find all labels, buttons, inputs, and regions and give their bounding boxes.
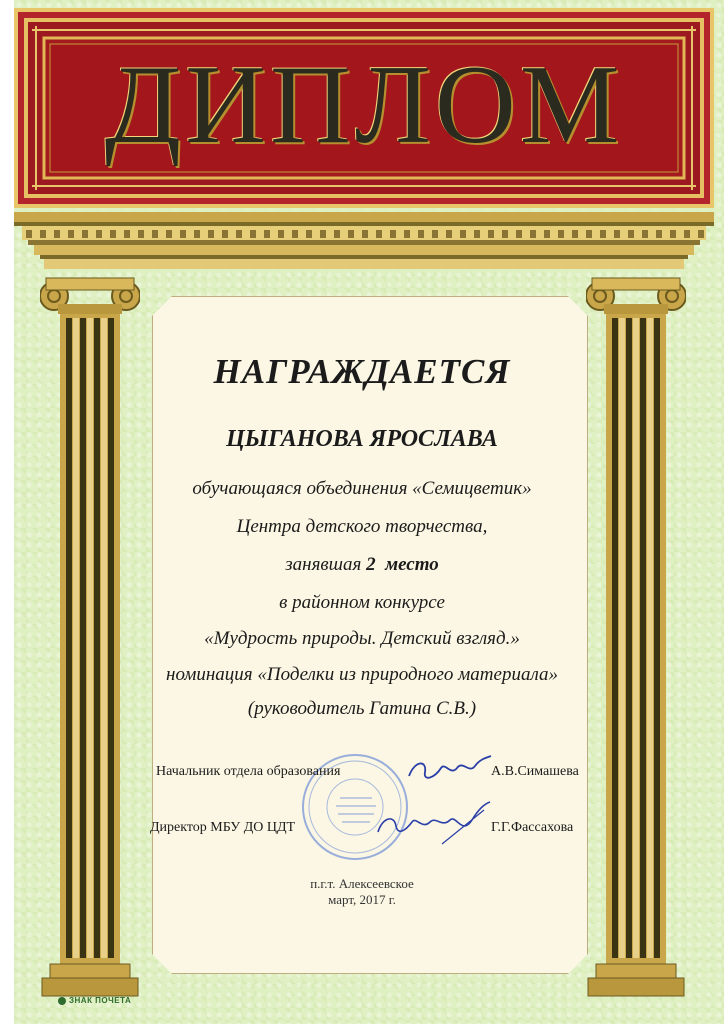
entablature-decoration bbox=[14, 212, 714, 272]
signatory-1-name: А.В.Симашева bbox=[491, 764, 579, 779]
contest-intro-line: в районном конкурсе bbox=[279, 592, 445, 613]
signatory-2-position: Директор МБУ ДО ЦДТ bbox=[150, 820, 296, 835]
association-line: обучающаяся объединения «Семицветик» bbox=[192, 478, 532, 499]
publisher-logo-icon bbox=[58, 997, 66, 1005]
place-word: место bbox=[385, 554, 439, 575]
issue-place: п.г.т. Алексеевское bbox=[310, 876, 414, 891]
signature-2 bbox=[372, 800, 492, 850]
signatory-1-position: Начальник отдела образования bbox=[156, 764, 341, 779]
awarded-heading: НАГРАЖДАЕТСЯ bbox=[213, 352, 511, 391]
supervisor-line: (руководитель Гатина С.В.) bbox=[247, 698, 477, 719]
publisher-label: ЗНАК ПОЧЕТА bbox=[69, 996, 132, 1005]
recipient-name: ЦЫГАНОВА ЯРОСЛАВА bbox=[226, 426, 498, 452]
place-prefix: занявшая bbox=[285, 554, 367, 575]
signatory-2-name: Г.Г.Фассахова bbox=[491, 820, 574, 835]
place-line bbox=[0, 554, 724, 576]
publisher-mark bbox=[58, 996, 131, 1005]
diploma-title: ДИПЛОМ bbox=[104, 43, 624, 167]
contest-name: «Мудрость природы. Детский взгляд.» bbox=[204, 628, 520, 649]
center-line: Центра детского творчества, bbox=[236, 516, 488, 537]
signature-1 bbox=[405, 752, 495, 788]
place-number: 2 bbox=[366, 554, 376, 575]
issue-date: март, 2017 г. bbox=[328, 892, 396, 907]
nomination-line: номинация «Поделки из природного материала» bbox=[166, 664, 558, 685]
